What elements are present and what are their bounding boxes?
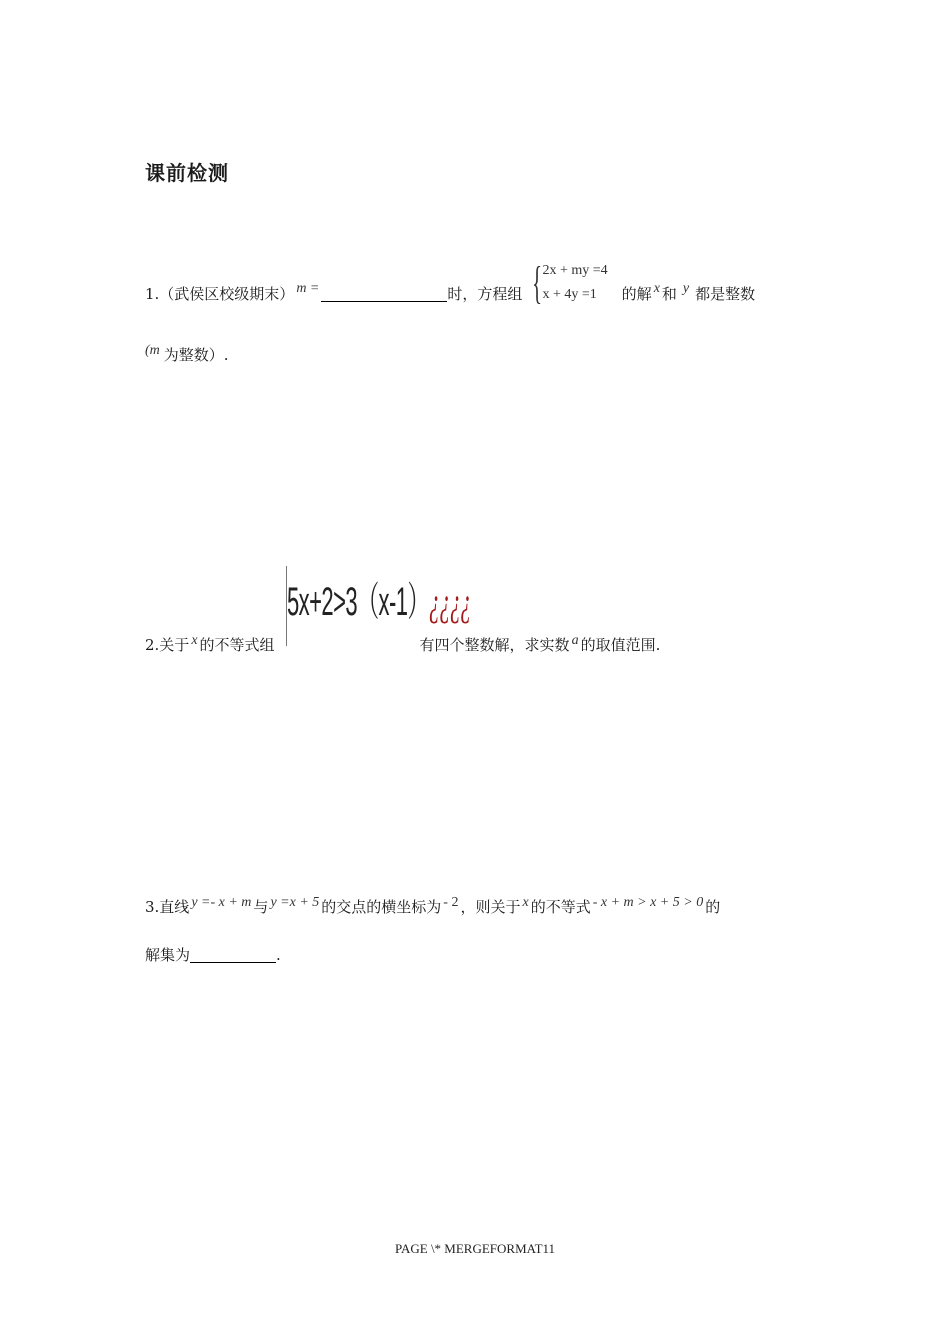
q1-tail-text: 都是整数 [695,284,756,303]
q3-value: - 2 [443,894,459,910]
question-1-line-1 [145,257,756,316]
q3-line-expr-2: y =x + 5 [270,894,320,910]
q1-solution-text: 的解 [621,284,652,303]
q3-mid-text: 的交点的横坐标为 [321,898,442,916]
q1-answer-blank [321,285,447,302]
q3-inequality: - x + m > x + 5 > 0 [592,894,704,910]
brace-icon: { [532,257,543,308]
question-2-line [145,634,660,655]
q1-after-blank: 时，方程组 [447,284,523,303]
section-heading: 课前检测 [145,161,229,185]
q1-equation-1: 2x + my =4 [542,263,608,278]
q3-then-text: ，则关于 [460,898,521,916]
q1-equation-system [526,257,608,308]
q3-of-text: 的 [705,898,721,916]
q3-line-expr-1: y =- x + m [191,894,252,910]
q3-answer-blank [190,946,276,963]
q3-prefix: 3.直线 [145,898,190,916]
q1-var-x: x [653,281,660,296]
q3-line2-end: . [276,945,281,964]
q2-tail-text-a: 有四个整数解，求实数 [419,636,570,654]
q2-var-a: a [571,632,579,648]
q2-garbled-glyphs: ¿¿¿¿ [428,579,471,624]
q2-prefix: 2.关于 [145,636,190,654]
q2-big-expression: 5x+2>3（x-1） [287,580,429,624]
q2-tail-text-b: 的取值范围. [580,636,661,654]
q1-m-equals: m = [296,281,320,296]
q2-mid-text: 的不等式组 [199,636,275,654]
q1-line2-m: m [149,342,160,358]
q1-line2-text: 为整数）. [163,346,229,364]
page-footer: PAGE \* MERGEFORMAT11 [394,1241,556,1256]
q1-prefix: 1.（武侯区校级期末） [145,284,295,303]
question-3-line-2 [145,944,281,965]
question-3-line-1 [145,896,720,917]
q1-equation-2: x + 4y =1 [542,287,597,302]
q1-and-text: 和 [661,284,677,303]
q3-with-text: 与 [253,898,269,916]
q3-line2-text: 解集为 [145,946,191,964]
q1-var-y: y [682,281,690,296]
q2-var-x: x [191,632,198,648]
q3-var-x: x [522,894,529,910]
q1-line2-paren: ( [145,342,150,358]
q3-ineq-text: 的不等式 [530,898,591,916]
question-1-line-2 [145,344,229,365]
